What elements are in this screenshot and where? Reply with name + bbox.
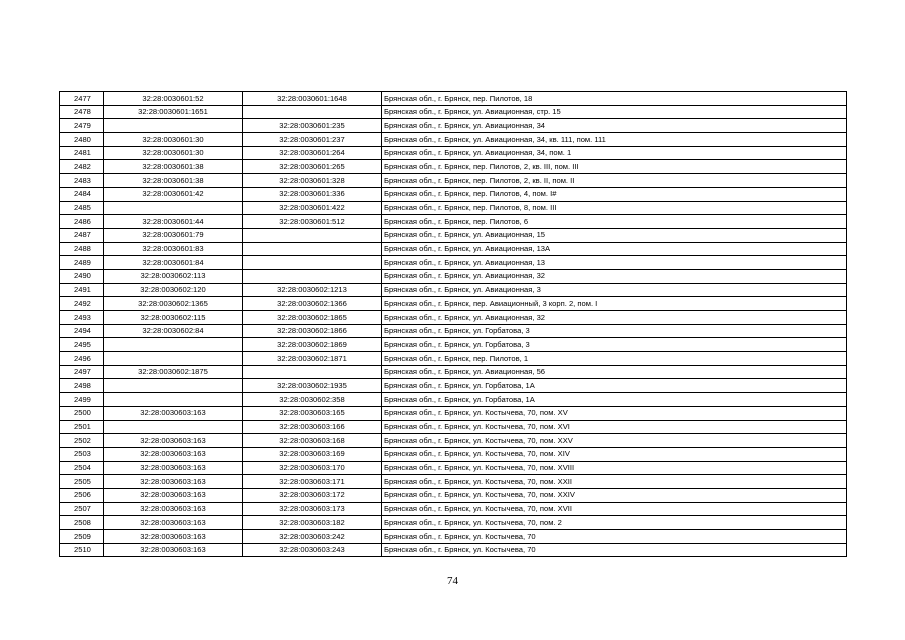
row-number-cell: 2484 [60,187,104,201]
parcel-cadastral-number-cell: 32:28:0030602:84 [104,324,243,338]
address-cell: Брянская обл., г. Брянск, ул. Костычева, 70, пом. XXV [382,434,847,448]
address-cell: Брянская обл., г. Брянск, пер. Пилотов, 8, пом. III [382,201,847,215]
address-cell: Брянская обл., г. Брянск, пер. Пилотов, 18 [382,92,847,106]
address-cell: Брянская обл., г. Брянск, ул. Авиационная, 34 [382,119,847,133]
table-row [60,201,847,215]
object-cadastral-number-cell [243,256,382,270]
table-row [60,393,847,407]
parcel-cadastral-number-cell: 32:28:0030602:115 [104,311,243,325]
object-cadastral-number-cell: 32:28:0030601:235 [243,119,382,133]
object-cadastral-number-cell: 32:28:0030603:242 [243,530,382,544]
parcel-cadastral-number-cell: 32:28:0030603:163 [104,461,243,475]
parcel-cadastral-number-cell: 32:28:0030601:30 [104,146,243,160]
address-cell: Брянская обл., г. Брянск, ул. Костычева, 70 [382,530,847,544]
table-row [60,488,847,502]
row-number-cell: 2506 [60,488,104,502]
address-cell: Брянская обл., г. Брянск, ул. Горбатова, 1А [382,379,847,393]
address-cell: Брянская обл., г. Брянск, ул. Горбатова, 3 [382,324,847,338]
object-cadastral-number-cell: 32:28:0030602:1866 [243,324,382,338]
address-cell: Брянская обл., г. Брянск, ул. Авиационная, стр. 15 [382,105,847,119]
address-cell: Брянская обл., г. Брянск, ул. Авиационная, 13А [382,242,847,256]
row-number-cell: 2491 [60,283,104,297]
table-row [60,160,847,174]
object-cadastral-number-cell: 32:28:0030603:171 [243,475,382,489]
address-cell: Брянская обл., г. Брянск, ул. Костычева, 70, пом. XXIV [382,488,847,502]
object-cadastral-number-cell: 32:28:0030601:1648 [243,92,382,106]
table-row [60,461,847,475]
object-cadastral-number-cell: 32:28:0030603:172 [243,488,382,502]
address-cell: Брянская обл., г. Брянск, ул. Костычева, 70, пом. XXII [382,475,847,489]
registry-table [59,91,847,557]
parcel-cadastral-number-cell [104,352,243,366]
address-cell: Брянская обл., г. Брянск, пер. Пилотов, 6 [382,215,847,229]
row-number-cell: 2482 [60,160,104,174]
table-row [60,228,847,242]
parcel-cadastral-number-cell: 32:28:0030601:30 [104,133,243,147]
table-row [60,516,847,530]
row-number-cell: 2478 [60,105,104,119]
address-cell: Брянская обл., г. Брянск, ул. Авиационная, 3 [382,283,847,297]
object-cadastral-number-cell: 32:28:0030602:358 [243,393,382,407]
parcel-cadastral-number-cell: 32:28:0030603:163 [104,543,243,557]
parcel-cadastral-number-cell [104,201,243,215]
table-row [60,146,847,160]
parcel-cadastral-number-cell: 32:28:0030603:163 [104,475,243,489]
parcel-cadastral-number-cell [104,338,243,352]
parcel-cadastral-number-cell: 32:28:0030601:83 [104,242,243,256]
row-number-cell: 2494 [60,324,104,338]
table-row [60,283,847,297]
parcel-cadastral-number-cell: 32:28:0030601:84 [104,256,243,270]
address-cell: Брянская обл., г. Брянск, пер. Пилотов, 1 [382,352,847,366]
object-cadastral-number-cell: 32:28:0030602:1213 [243,283,382,297]
parcel-cadastral-number-cell: 32:28:0030601:44 [104,215,243,229]
address-cell: Брянская обл., г. Брянск, ул. Авиационная, 13 [382,256,847,270]
address-cell: Брянская обл., г. Брянск, ул. Костычева, 70, пом. XVI [382,420,847,434]
row-number-cell: 2502 [60,434,104,448]
table-row [60,105,847,119]
object-cadastral-number-cell [243,242,382,256]
parcel-cadastral-number-cell: 32:28:0030603:163 [104,488,243,502]
table-row [60,242,847,256]
parcel-cadastral-number-cell: 32:28:0030603:163 [104,516,243,530]
table-row [60,447,847,461]
row-number-cell: 2481 [60,146,104,160]
table-row [60,543,847,557]
address-cell: Брянская обл., г. Брянск, ул. Горбатова, 1А [382,393,847,407]
object-cadastral-number-cell: 32:28:0030601:264 [243,146,382,160]
parcel-cadastral-number-cell: 32:28:0030601:42 [104,187,243,201]
parcel-cadastral-number-cell: 32:28:0030603:163 [104,530,243,544]
row-number-cell: 2486 [60,215,104,229]
table-row [60,379,847,393]
row-number-cell: 2488 [60,242,104,256]
parcel-cadastral-number-cell: 32:28:0030603:163 [104,434,243,448]
parcel-cadastral-number-cell [104,119,243,133]
table-row [60,324,847,338]
address-cell: Брянская обл., г. Брянск, ул. Костычева, 70, пом. XVII [382,502,847,516]
object-cadastral-number-cell: 32:28:0030603:169 [243,447,382,461]
row-number-cell: 2492 [60,297,104,311]
row-number-cell: 2493 [60,311,104,325]
row-number-cell: 2483 [60,174,104,188]
parcel-cadastral-number-cell: 32:28:0030602:1365 [104,297,243,311]
row-number-cell: 2500 [60,406,104,420]
row-number-cell: 2489 [60,256,104,270]
table-row [60,187,847,201]
object-cadastral-number-cell: 32:28:0030603:165 [243,406,382,420]
row-number-cell: 2503 [60,447,104,461]
row-number-cell: 2477 [60,92,104,106]
parcel-cadastral-number-cell [104,420,243,434]
object-cadastral-number-cell: 32:28:0030601:512 [243,215,382,229]
object-cadastral-number-cell [243,269,382,283]
address-cell: Брянская обл., г. Брянск, пер. Авиационный, 3 корп. 2, пом. I [382,297,847,311]
address-cell: Брянская обл., г. Брянск, ул. Авиационная, 32 [382,269,847,283]
address-cell: Брянская обл., г. Брянск, пер. Пилотов, 4, пом. I# [382,187,847,201]
address-cell: Брянская обл., г. Брянск, ул. Авиационная, 32 [382,311,847,325]
row-number-cell: 2497 [60,365,104,379]
row-number-cell: 2480 [60,133,104,147]
address-cell: Брянская обл., г. Брянск, ул. Костычева, 70, пом. 2 [382,516,847,530]
table-row [60,92,847,106]
row-number-cell: 2479 [60,119,104,133]
object-cadastral-number-cell: 32:28:0030602:1935 [243,379,382,393]
table-row [60,133,847,147]
parcel-cadastral-number-cell [104,393,243,407]
object-cadastral-number-cell [243,105,382,119]
parcel-cadastral-number-cell: 32:28:0030601:38 [104,174,243,188]
address-cell: Брянская обл., г. Брянск, ул. Костычева, 70, пом. XIV [382,447,847,461]
address-cell: Брянская обл., г. Брянск, ул. Костычева, 70 [382,543,847,557]
object-cadastral-number-cell: 32:28:0030603:168 [243,434,382,448]
object-cadastral-number-cell: 32:28:0030602:1865 [243,311,382,325]
address-cell: Брянская обл., г. Брянск, ул. Авиационная, 56 [382,365,847,379]
address-cell: Брянская обл., г. Брянск, ул. Авиационная, 34, пом. 1 [382,146,847,160]
row-number-cell: 2507 [60,502,104,516]
registry-table-body [60,92,847,557]
parcel-cadastral-number-cell: 32:28:0030603:163 [104,406,243,420]
object-cadastral-number-cell: 32:28:0030603:170 [243,461,382,475]
table-row [60,530,847,544]
row-number-cell: 2509 [60,530,104,544]
row-number-cell: 2508 [60,516,104,530]
row-number-cell: 2499 [60,393,104,407]
table-row [60,434,847,448]
row-number-cell: 2505 [60,475,104,489]
object-cadastral-number-cell [243,365,382,379]
table-row [60,420,847,434]
parcel-cadastral-number-cell: 32:28:0030603:163 [104,447,243,461]
table-row [60,311,847,325]
row-number-cell: 2490 [60,269,104,283]
table-row [60,297,847,311]
table-row [60,338,847,352]
address-cell: Брянская обл., г. Брянск, ул. Костычева, 70, пом. XVIII [382,461,847,475]
table-row [60,365,847,379]
parcel-cadastral-number-cell: 32:28:0030602:120 [104,283,243,297]
object-cadastral-number-cell: 32:28:0030602:1869 [243,338,382,352]
row-number-cell: 2496 [60,352,104,366]
table-row [60,269,847,283]
address-cell: Брянская обл., г. Брянск, пер. Пилотов, 2, кв. III, пом. III [382,160,847,174]
row-number-cell: 2485 [60,201,104,215]
object-cadastral-number-cell: 32:28:0030601:265 [243,160,382,174]
object-cadastral-number-cell: 32:28:0030603:173 [243,502,382,516]
parcel-cadastral-number-cell: 32:28:0030601:38 [104,160,243,174]
parcel-cadastral-number-cell [104,379,243,393]
address-cell: Брянская обл., г. Брянск, ул. Авиационная, 15 [382,228,847,242]
table-row [60,215,847,229]
address-cell: Брянская обл., г. Брянск, пер. Пилотов, 2, кв. II, пом. II [382,174,847,188]
object-cadastral-number-cell: 32:28:0030602:1871 [243,352,382,366]
object-cadastral-number-cell: 32:28:0030603:182 [243,516,382,530]
object-cadastral-number-cell: 32:28:0030601:336 [243,187,382,201]
row-number-cell: 2495 [60,338,104,352]
object-cadastral-number-cell: 32:28:0030601:328 [243,174,382,188]
parcel-cadastral-number-cell: 32:28:0030602:113 [104,269,243,283]
object-cadastral-number-cell: 32:28:0030601:237 [243,133,382,147]
row-number-cell: 2487 [60,228,104,242]
object-cadastral-number-cell: 32:28:0030602:1366 [243,297,382,311]
row-number-cell: 2504 [60,461,104,475]
table-row [60,502,847,516]
table-row [60,352,847,366]
page-number: 74 [447,575,458,587]
table-row [60,475,847,489]
object-cadastral-number-cell: 32:28:0030601:422 [243,201,382,215]
row-number-cell: 2510 [60,543,104,557]
parcel-cadastral-number-cell: 32:28:0030601:1651 [104,105,243,119]
table-row [60,406,847,420]
object-cadastral-number-cell: 32:28:0030603:243 [243,543,382,557]
parcel-cadastral-number-cell: 32:28:0030602:1875 [104,365,243,379]
table-row [60,119,847,133]
table-row [60,174,847,188]
address-cell: Брянская обл., г. Брянск, ул. Горбатова, 3 [382,338,847,352]
address-cell: Брянская обл., г. Брянск, ул. Авиационная, 34, кв. 111, пом. 111 [382,133,847,147]
row-number-cell: 2501 [60,420,104,434]
parcel-cadastral-number-cell: 32:28:0030603:163 [104,502,243,516]
parcel-cadastral-number-cell: 32:28:0030601:52 [104,92,243,106]
row-number-cell: 2498 [60,379,104,393]
address-cell: Брянская обл., г. Брянск, ул. Костычева, 70, пом. XV [382,406,847,420]
table-row [60,256,847,270]
parcel-cadastral-number-cell: 32:28:0030601:79 [104,228,243,242]
object-cadastral-number-cell: 32:28:0030603:166 [243,420,382,434]
object-cadastral-number-cell [243,228,382,242]
